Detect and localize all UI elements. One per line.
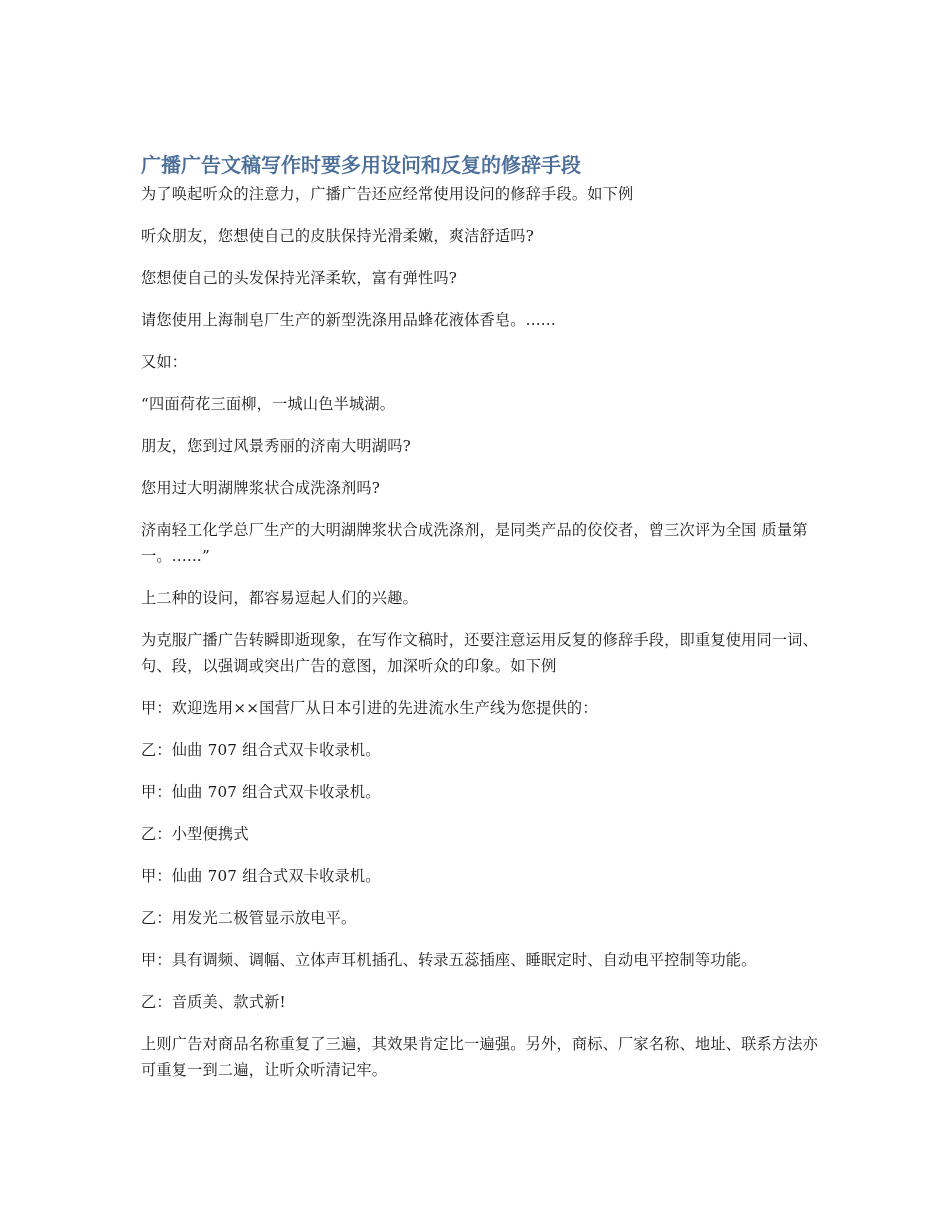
paragraph: 您想使自己的头发保持光泽柔软，富有弹性吗? <box>141 269 458 287</box>
paragraph: 甲：欢迎选用××国营厂从日本引进的先进流水生产线为您提供的： <box>141 699 598 717</box>
paragraph: 甲：仙曲 707 组合式双卡收录机。 <box>141 867 381 885</box>
document-body <box>141 181 821 1099</box>
paragraph: 甲：具有调频、调幅、立体声耳机插孔、转录五蕊插座、睡眠定时、自动电平控制等功能。 <box>141 951 757 969</box>
paragraph: 甲：仙曲 707 组合式双卡收录机。 <box>141 783 381 801</box>
paragraph: 乙：音质美、款式新! <box>141 993 286 1011</box>
paragraph: 又如： <box>141 353 188 371</box>
paragraph: 朋友，您到过风景秀丽的济南大明湖吗? <box>141 437 411 455</box>
paragraph: 乙：小型便携式 <box>141 825 249 843</box>
paragraph: 请您使用上海制皂厂生产的新型洗涤用品蜂花液体香皂。...... <box>141 311 556 329</box>
paragraph: 听众朋友，您想使自己的皮肤保持光滑柔嫩，爽洁舒适吗? <box>141 227 535 245</box>
paragraph: 上二种的设问，都容易逗起人们的兴趣。 <box>141 589 418 607</box>
paragraph: 上则广告对商品名称重复了三遍，其效果肯定比一遍强。另外，商标、厂家名称、地址、联系方法亦可重复一到二遍，让听众听清记牢。 <box>141 1035 819 1079</box>
paragraph: 乙：仙曲 707 组合式双卡收录机。 <box>141 741 381 759</box>
paragraph: 乙：用发光二极管显示放电平。 <box>141 909 357 927</box>
paragraph: “四面荷花三面柳，一城山色半城湖。 <box>141 395 396 413</box>
document-title: 广播广告文稿写作时要多用设问和反复的修辞手段 <box>141 153 581 177</box>
paragraph: 您用过大明湖牌浆状合成洗涤剂吗? <box>141 479 381 497</box>
paragraph: 为克服广播广告转瞬即逝现象，在写作文稿时，还要注意运用反复的修辞手段，即重复使用同一词、句、段，以强调或突出广告的意图，加深听众的印象。如下例 <box>141 631 819 675</box>
paragraph: 为了唤起听众的注意力，广播广告还应经常使用设问的修辞手段。如下例 <box>141 185 634 203</box>
paragraph: 济南轻工化学总厂生产的大明湖牌浆状合成洗涤剂，是同类产品的佼佼者，曾三次评为全国 质量第一。......” <box>141 521 808 565</box>
